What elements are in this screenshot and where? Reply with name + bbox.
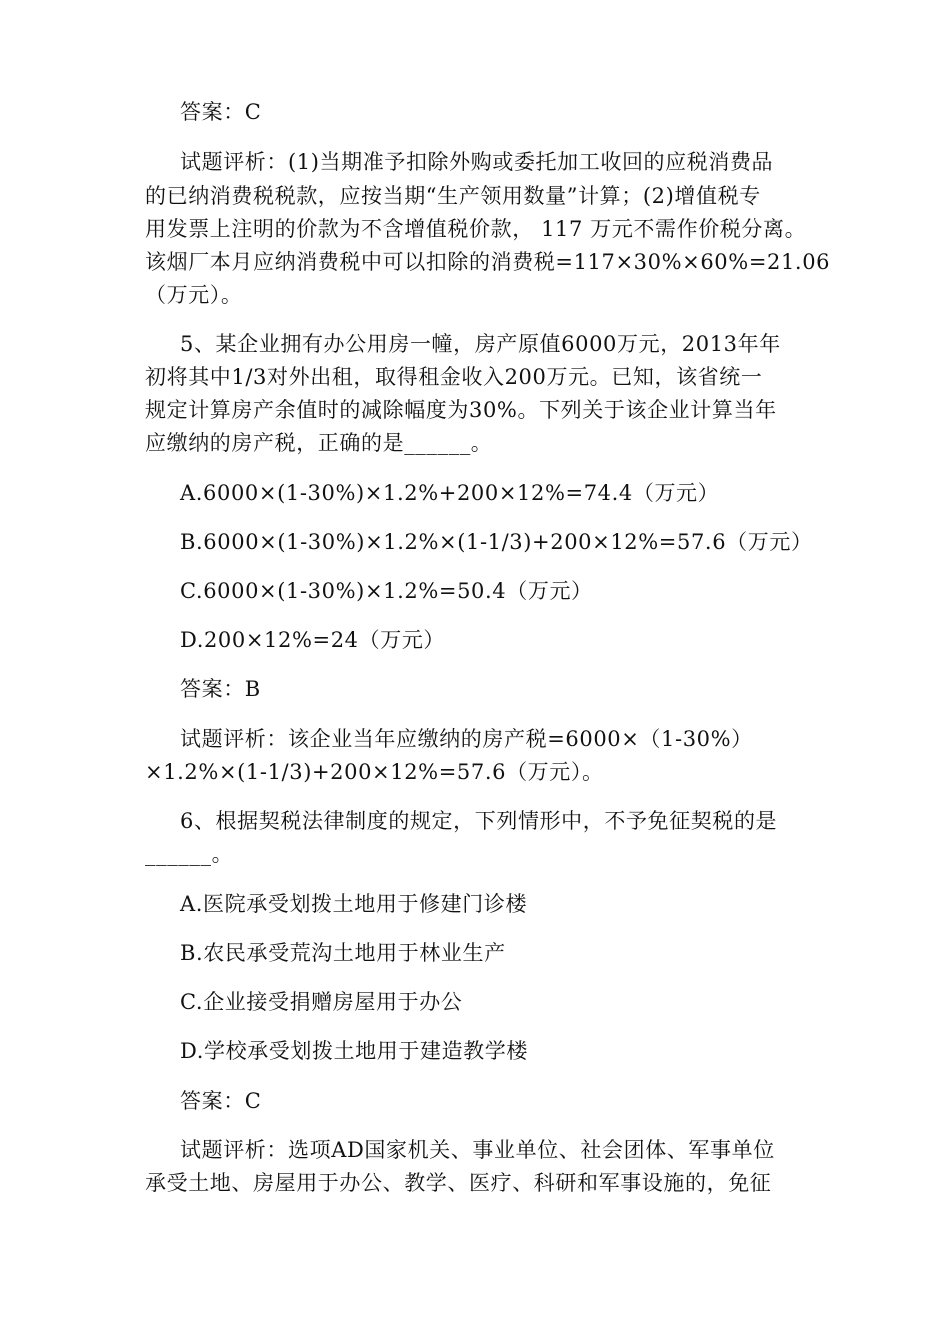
q5-option-b: B.6000×(1-30%)×1.2%×(1-1/3)+200×12%=57.6（万元）: [180, 530, 813, 554]
q4-analysis-line-5: （万元）。: [145, 283, 243, 307]
q4-answer: 答案：C: [180, 100, 262, 124]
q6-analysis-line-2: 承受土地、房屋用于办公、教学、医疗、科研和军事设施的，免征: [145, 1171, 772, 1195]
q6-stem-line-2: ______。: [145, 842, 234, 866]
q4-analysis-line-2: 的已纳消费税税款，应按当期“生产领用数量”计算；(2)增值税专: [145, 184, 761, 208]
q6-option-b: B.农民承受荒沟土地用于林业生产: [180, 941, 506, 965]
q5-analysis-line-2: ×1.2%×(1-1/3)+200×12%=57.6（万元）。: [145, 760, 604, 784]
q5-stem-line-1: 5、某企业拥有办公用房一幢，房产原值6000万元，2013年年: [180, 332, 781, 356]
q5-stem-line-2: 初将其中1/3对外出租，取得租金收入200万元。已知，该省统一: [145, 365, 763, 389]
q5-stem-line-4: 应缴纳的房产税，正确的是______。: [145, 431, 493, 455]
q6-stem-line-1: 6、根据契税法律制度的规定，下列情形中，不予免征契税的是: [180, 809, 778, 833]
q6-option-c: C.企业接受捐赠房屋用于办公: [180, 990, 463, 1014]
q5-option-d: D.200×12%=24（万元）: [180, 628, 446, 652]
q6-answer: 答案：C: [180, 1089, 262, 1113]
q4-analysis-line-3: 用发票上注明的价款为不含增值税价款， 117 万元不需作价税分离。: [145, 217, 807, 241]
q5-analysis-line-1: 试题评析：该企业当年应缴纳的房产税=6000×（1-30%）: [180, 727, 753, 751]
q5-stem-line-3: 规定计算房产余值时的减除幅度为30%。下列关于该企业计算当年: [145, 398, 777, 422]
q4-analysis-line-4: 该烟厂本月应纳消费税中可以扣除的消费税=117×30%×60%=21.06: [145, 250, 831, 274]
q6-analysis-line-1: 试题评析：选项AD国家机关、事业单位、社会团体、军事单位: [180, 1138, 775, 1162]
q6-option-d: D.学校承受划拨土地用于建造教学楼: [180, 1039, 528, 1063]
q5-answer: 答案：B: [180, 677, 261, 701]
q6-option-a: A.医院承受划拨土地用于修建门诊楼: [180, 892, 528, 916]
q5-option-c: C.6000×(1-30%)×1.2%=50.4（万元）: [180, 579, 593, 603]
q5-option-a: A.6000×(1-30%)×1.2%+200×12%=74.4（万元）: [180, 481, 720, 505]
q4-analysis-line-1: 试题评析：(1)当期准予扣除外购或委托加工收回的应税消费品: [180, 150, 774, 174]
